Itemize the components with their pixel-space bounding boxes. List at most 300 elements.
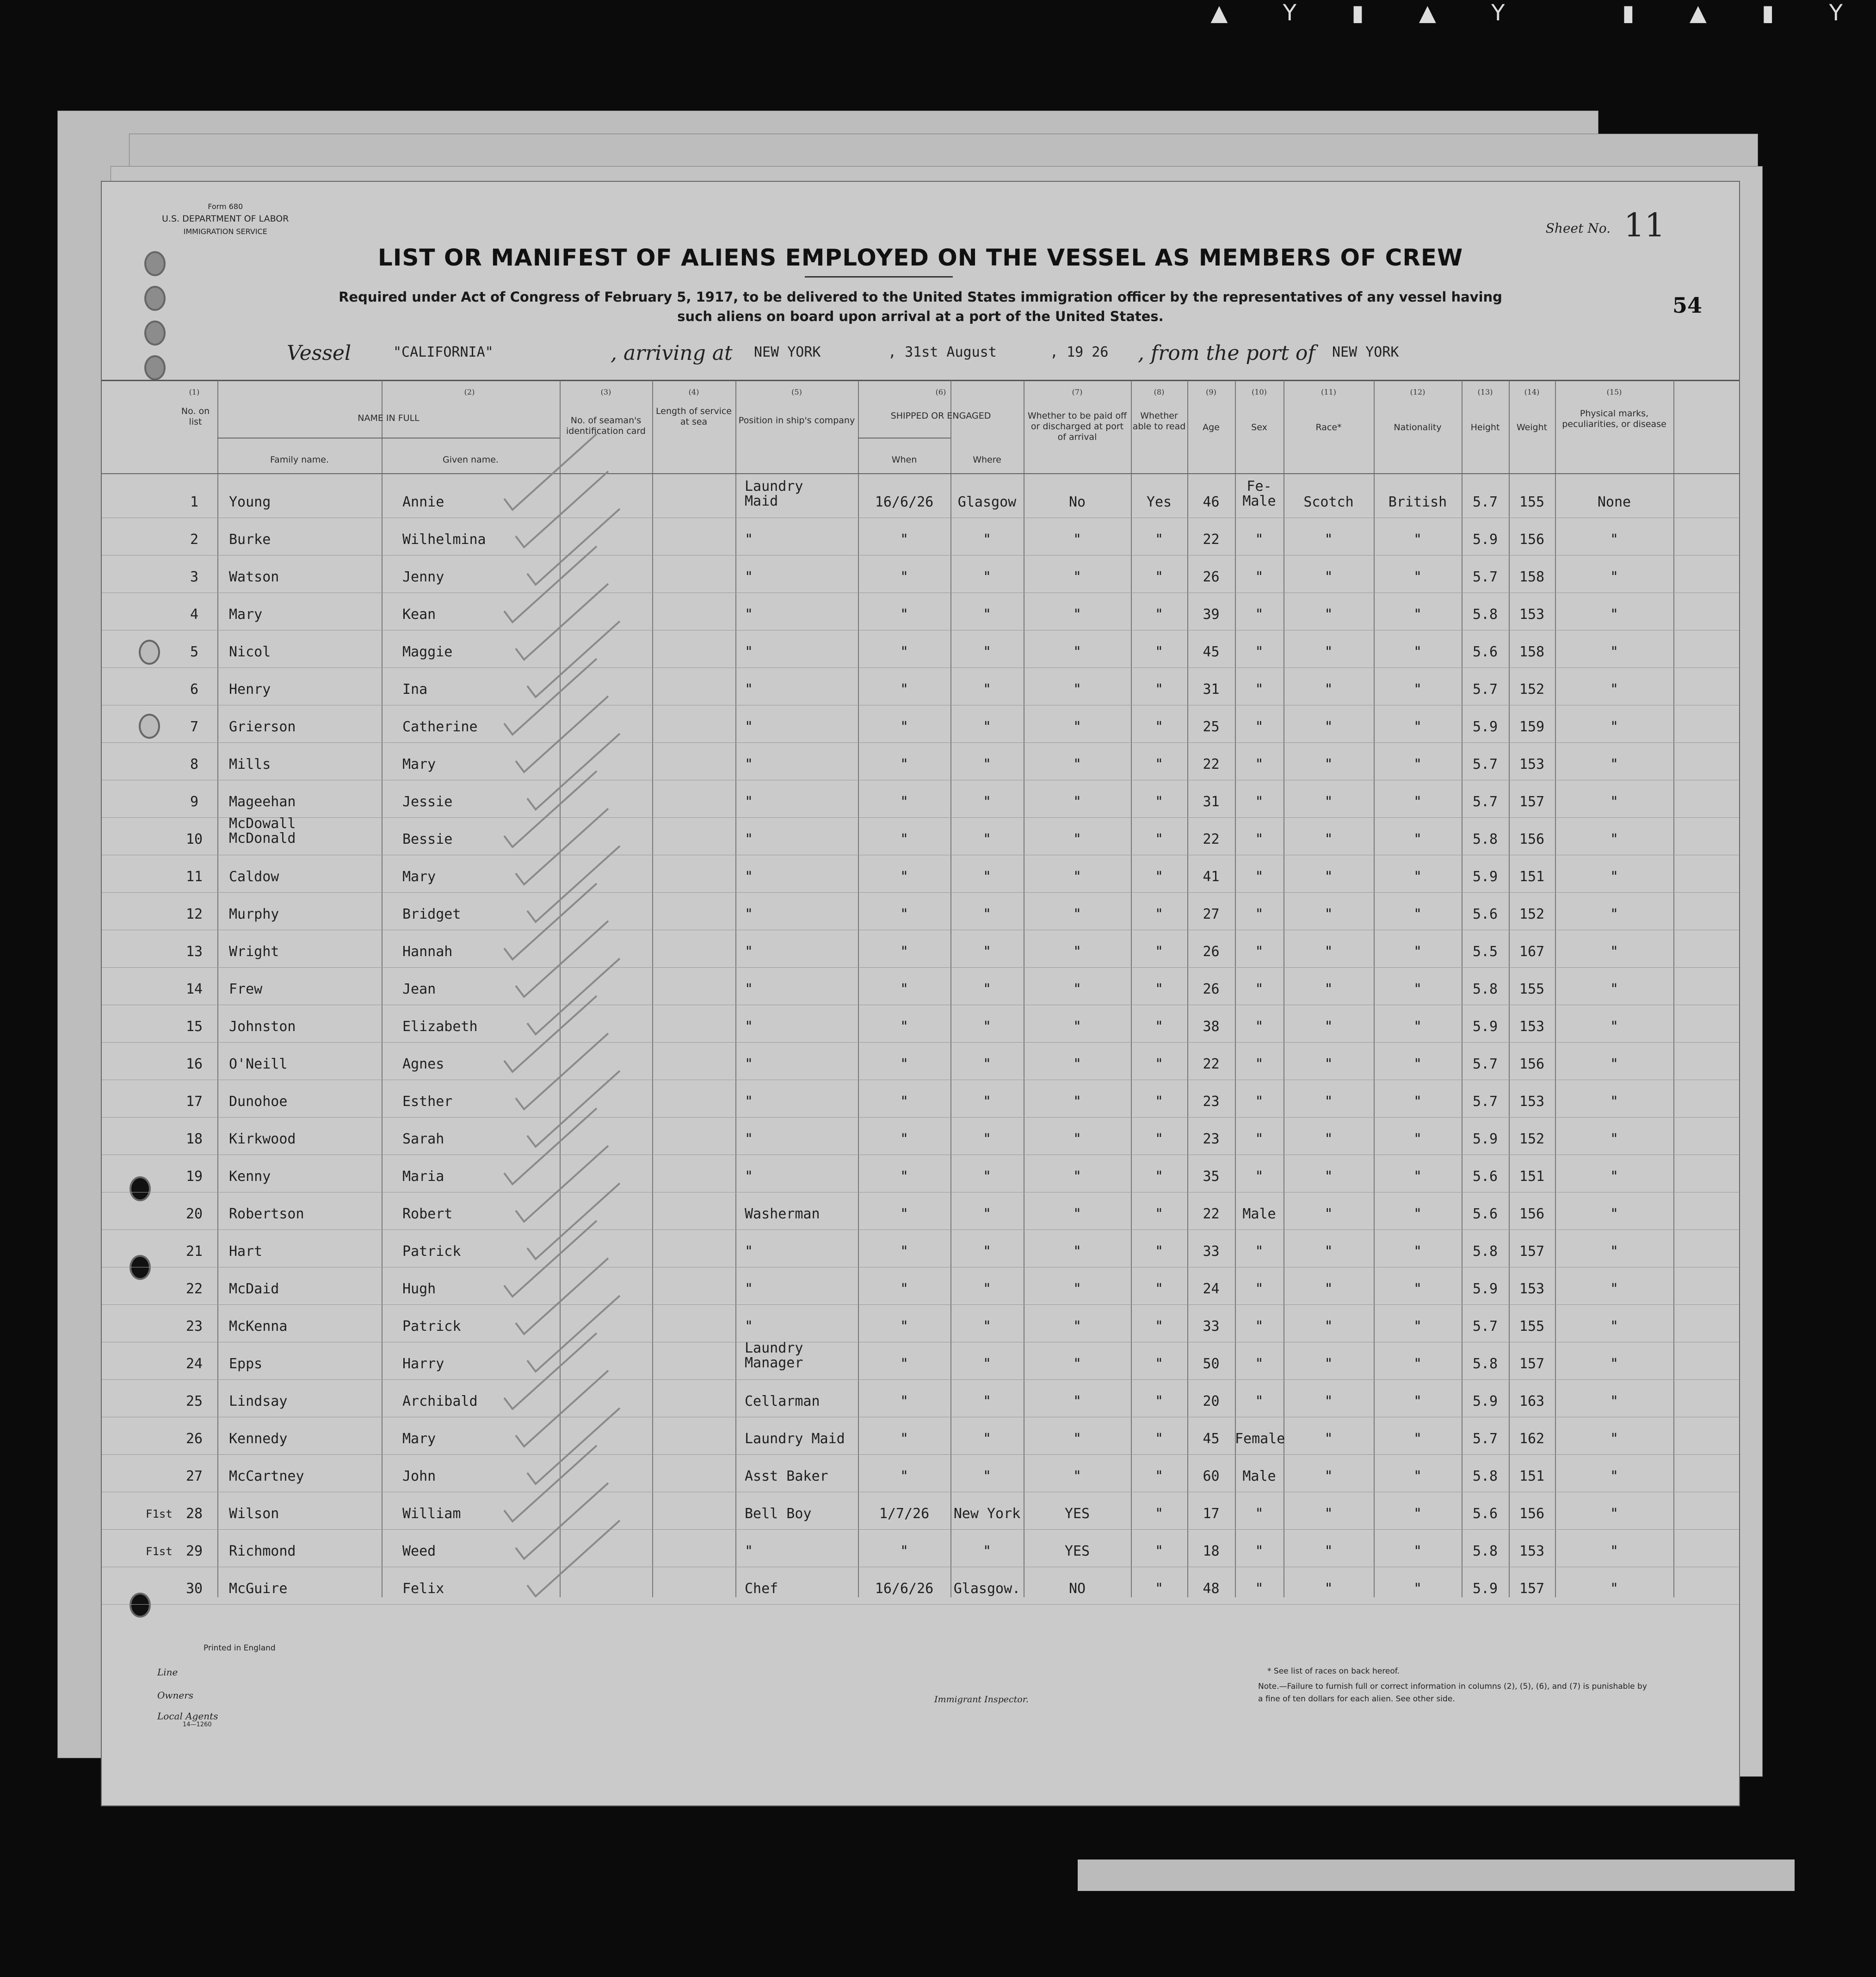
- row-number-cell: 1: [190, 494, 199, 510]
- row-number-cell: 20: [185, 1206, 203, 1222]
- nationality-cell: ": [1413, 1243, 1422, 1260]
- family-name-cell: Lindsay: [229, 1393, 288, 1409]
- weight-cell: 155: [1519, 494, 1545, 510]
- from-port: NEW YORK: [1332, 344, 1399, 360]
- height-cell: 5.7: [1472, 1318, 1498, 1334]
- height-cell: 5.7: [1472, 681, 1498, 698]
- nationality-cell: ": [1413, 644, 1422, 660]
- row-number-cell: 28: [185, 1506, 203, 1522]
- row-number-cell: 3: [190, 569, 199, 585]
- table-row: [102, 602, 1739, 639]
- race-cell: ": [1324, 794, 1333, 810]
- sex-cell: Fe- Male: [1242, 478, 1276, 509]
- able-to-read-cell: ": [1154, 531, 1164, 548]
- position-cell: ": [745, 1281, 753, 1297]
- race-cell: ": [1324, 1431, 1333, 1447]
- family-name-cell: McDaid: [229, 1281, 279, 1297]
- height-cell: 5.7: [1472, 569, 1498, 585]
- shipped-when-cell: ": [900, 756, 909, 772]
- able-to-read-cell: ": [1154, 1581, 1164, 1597]
- race-cell: ": [1324, 531, 1333, 548]
- row-number-cell: 17: [185, 1094, 203, 1110]
- row-number-cell: 15: [185, 1019, 203, 1035]
- weight-cell: 153: [1519, 1281, 1545, 1297]
- vessel-name: "CALIFORNIA": [393, 344, 494, 360]
- physical-marks-cell: ": [1610, 906, 1619, 922]
- weight-cell: 156: [1519, 831, 1545, 847]
- row-number-cell: 27: [185, 1468, 203, 1484]
- shipped-when-cell: ": [900, 644, 909, 660]
- page-subtitle: Required under Act of Congress of February 5, 1917, to be delivered to the United States immigration officer by the representatives of any vessel having such aliens on board upon arrival at a port of the United States.: [339, 289, 1502, 324]
- header-when: When: [891, 455, 917, 465]
- sex-cell: ": [1255, 1581, 1264, 1597]
- row-number-cell: 10: [185, 831, 203, 847]
- given-name-cell: Maria: [402, 1168, 444, 1185]
- sex-cell: ": [1255, 1318, 1264, 1334]
- page-title: LIST OR MANIFEST OF ALIENS EMPLOYED ON THE VESSEL AS MEMBERS OF CREW: [377, 244, 1463, 271]
- height-cell: 5.9: [1472, 1581, 1498, 1597]
- shipped-where-cell: ": [982, 831, 992, 847]
- family-name-cell: Epps: [229, 1356, 263, 1372]
- age-cell: 60: [1203, 1468, 1220, 1484]
- shipped-where-cell: ": [982, 906, 992, 922]
- age-cell: 17: [1203, 1506, 1220, 1522]
- shipped-when-cell: ": [900, 606, 909, 623]
- arrival-year: , 19 26: [1050, 344, 1109, 360]
- header-subrule: [858, 438, 950, 439]
- shipped-when-cell: ": [900, 1243, 909, 1260]
- given-name-cell: Esther: [402, 1094, 453, 1110]
- height-cell: 5.6: [1472, 1168, 1498, 1185]
- position-cell: ": [745, 756, 753, 772]
- race-cell: ": [1324, 1056, 1333, 1072]
- header-age: Age: [1203, 422, 1220, 432]
- able-to-read-cell: ": [1154, 681, 1164, 698]
- weight-cell: 152: [1519, 681, 1545, 698]
- position-cell: ": [745, 1094, 753, 1110]
- given-name-cell: Bridget: [402, 906, 461, 922]
- able-to-read-cell: ": [1154, 1019, 1164, 1035]
- paid-off-cell: ": [1073, 681, 1082, 698]
- owners-label: Owners: [157, 1690, 194, 1701]
- position-cell: Cellarman: [745, 1393, 820, 1409]
- given-name-cell: Mary: [402, 869, 436, 885]
- race-cell: ": [1324, 1581, 1333, 1597]
- first-trip-mark: F1st: [146, 1507, 173, 1520]
- race-cell: ": [1324, 681, 1333, 698]
- header-height: Height: [1470, 422, 1500, 432]
- paid-off-cell: ": [1073, 1318, 1082, 1334]
- paid-off-cell: No: [1068, 494, 1086, 510]
- table-row: [102, 939, 1739, 976]
- col-number: (8): [1154, 388, 1165, 396]
- weight-cell: 163: [1519, 1393, 1545, 1409]
- table-row: [102, 1089, 1739, 1126]
- family-name-cell: McDowall McDonald: [229, 816, 296, 846]
- family-name-cell: Young: [229, 494, 271, 510]
- shipped-where-cell: ": [982, 719, 992, 735]
- sex-cell: ": [1255, 644, 1264, 660]
- table-row: [102, 1314, 1739, 1351]
- given-name-cell: Patrick: [402, 1243, 461, 1260]
- age-cell: 22: [1203, 756, 1220, 772]
- age-cell: 26: [1203, 981, 1220, 997]
- race-cell: ": [1324, 869, 1333, 885]
- col-number: (2): [464, 388, 475, 396]
- race-cell: ": [1324, 1168, 1333, 1185]
- table-row: [102, 1426, 1739, 1463]
- shipped-when-cell: ": [900, 1356, 909, 1372]
- department: U.S. DEPARTMENT OF LABOR: [162, 214, 289, 224]
- paid-off-cell: ": [1073, 1356, 1082, 1372]
- race-cell: ": [1324, 906, 1333, 922]
- paid-off-cell: YES: [1064, 1506, 1090, 1522]
- shipped-where-cell: ": [982, 1243, 992, 1260]
- physical-marks-cell: ": [1610, 1506, 1619, 1522]
- table-row: [102, 1276, 1739, 1313]
- family-name-cell: Johnston: [229, 1019, 296, 1035]
- sheet-number: [1545, 203, 1665, 244]
- vessel-line: [102, 341, 1739, 369]
- age-cell: 31: [1203, 794, 1220, 810]
- shipped-when-cell: ": [900, 1543, 909, 1559]
- able-to-read-cell: ": [1154, 1356, 1164, 1372]
- given-name-cell: Mary: [402, 756, 436, 772]
- physical-marks-cell: ": [1610, 1243, 1619, 1260]
- physical-marks-cell: None: [1597, 494, 1631, 510]
- height-cell: 5.9: [1472, 1019, 1498, 1035]
- given-name-cell: Annie: [402, 494, 444, 510]
- shipped-where-cell: ": [982, 981, 992, 997]
- shipped-where-cell: ": [982, 794, 992, 810]
- sex-cell: ": [1255, 681, 1264, 698]
- physical-marks-cell: ": [1610, 606, 1619, 623]
- position-cell: ": [745, 944, 753, 960]
- age-cell: 23: [1203, 1131, 1220, 1147]
- shipped-when-cell: ": [900, 794, 909, 810]
- race-cell: ": [1324, 606, 1333, 623]
- shipped-when-cell: ": [900, 1019, 909, 1035]
- sex-cell: ": [1255, 1019, 1264, 1035]
- shipped-when-cell: ": [900, 1131, 909, 1147]
- shipped-where-cell: ": [982, 1168, 992, 1185]
- position-cell: ": [745, 569, 753, 585]
- row-rule: [102, 555, 1739, 556]
- age-cell: 22: [1203, 831, 1220, 847]
- age-cell: 38: [1203, 1019, 1220, 1035]
- sex-cell: ": [1255, 794, 1264, 810]
- family-name-cell: Hart: [229, 1243, 263, 1260]
- position-cell: ": [745, 1019, 753, 1035]
- given-name-cell: Agnes: [402, 1056, 444, 1072]
- physical-marks-cell: ": [1610, 1543, 1619, 1559]
- given-name-cell: Jean: [402, 981, 436, 997]
- weight-cell: 155: [1519, 1318, 1545, 1334]
- family-name-cell: McCartney: [229, 1468, 304, 1484]
- sex-cell: ": [1255, 1056, 1264, 1072]
- row-number-cell: 22: [185, 1281, 203, 1297]
- race-cell: ": [1324, 1281, 1333, 1297]
- position-cell: Washerman: [745, 1206, 820, 1222]
- physical-marks-cell: ": [1610, 1019, 1619, 1035]
- able-to-read-cell: ": [1154, 644, 1164, 660]
- race-cell: ": [1324, 981, 1333, 997]
- paid-off-cell: ": [1073, 944, 1082, 960]
- height-cell: 5.7: [1472, 1056, 1498, 1072]
- weight-cell: 152: [1519, 906, 1545, 922]
- paid-off-cell: ": [1073, 1168, 1082, 1185]
- height-cell: 5.6: [1472, 644, 1498, 660]
- row-rule: [102, 1529, 1739, 1530]
- header-no-on-list: No. on list: [181, 406, 210, 427]
- form-code: 14—1260: [183, 1721, 212, 1728]
- height-cell: 5.5: [1472, 944, 1498, 960]
- shipped-where-cell: ": [982, 1056, 992, 1072]
- paid-off-cell: ": [1073, 1206, 1082, 1222]
- row-rule: [102, 892, 1739, 893]
- row-number-cell: 24: [185, 1356, 203, 1372]
- able-to-read-cell: ": [1154, 906, 1164, 922]
- nationality-cell: ": [1413, 569, 1422, 585]
- paid-off-cell: ": [1073, 1468, 1082, 1484]
- col-number: (4): [688, 388, 699, 396]
- age-cell: 22: [1203, 531, 1220, 548]
- table-row: [102, 639, 1739, 676]
- shipped-where-cell: ": [982, 944, 992, 960]
- weight-cell: 158: [1519, 569, 1545, 585]
- given-name-cell: Felix: [402, 1581, 444, 1597]
- form-header: [162, 200, 289, 238]
- paid-off-cell: ": [1073, 1094, 1082, 1110]
- able-to-read-cell: ": [1154, 1318, 1164, 1334]
- sex-cell: ": [1255, 906, 1264, 922]
- paid-off-cell: ": [1073, 981, 1082, 997]
- shipped-where-cell: ": [982, 1094, 992, 1110]
- race-cell: ": [1324, 1393, 1333, 1409]
- weight-cell: 159: [1519, 719, 1545, 735]
- position-cell: Asst Baker: [745, 1468, 828, 1484]
- race-cell: ": [1324, 1356, 1333, 1372]
- header-given-name: Given name.: [443, 455, 499, 465]
- sex-cell: ": [1255, 944, 1264, 960]
- physical-marks-cell: ": [1610, 1318, 1619, 1334]
- weight-cell: 151: [1519, 1468, 1545, 1484]
- nationality-cell: British: [1388, 494, 1447, 510]
- physical-marks-cell: ": [1610, 531, 1619, 548]
- height-cell: 5.8: [1472, 1543, 1498, 1559]
- height-cell: 5.7: [1472, 494, 1498, 510]
- arriving-port: NEW YORK: [754, 344, 821, 360]
- form-number: Form 680: [208, 202, 243, 211]
- height-cell: 5.7: [1472, 1094, 1498, 1110]
- shipped-when-cell: ": [900, 981, 909, 997]
- row-number-cell: 9: [190, 794, 199, 810]
- shipped-where-cell: ": [982, 1543, 992, 1559]
- able-to-read-cell: ": [1154, 606, 1164, 623]
- header-family-name: Family name.: [270, 455, 329, 465]
- table-row: [102, 976, 1739, 1013]
- age-cell: 41: [1203, 869, 1220, 885]
- shipped-where-cell: ": [982, 1131, 992, 1147]
- punch-hole: [144, 286, 166, 311]
- paid-off-cell: ": [1073, 1019, 1082, 1035]
- col-number: (5): [791, 388, 802, 396]
- header-shipped: SHIPPED OR ENGAGED: [890, 411, 991, 421]
- row-number-cell: 19: [185, 1168, 203, 1185]
- age-cell: 24: [1203, 1281, 1220, 1297]
- given-name-cell: Harry: [402, 1356, 444, 1372]
- shipped-where-cell: ": [982, 1281, 992, 1297]
- paid-off-cell: ": [1073, 1243, 1082, 1260]
- family-name-cell: Wilson: [229, 1506, 279, 1522]
- line-label: Line: [157, 1667, 178, 1678]
- shipped-when-cell: ": [900, 531, 909, 548]
- position-cell: ": [745, 831, 753, 847]
- sex-cell: Male: [1242, 1206, 1276, 1222]
- position-cell: ": [745, 906, 753, 922]
- sex-cell: ": [1255, 1393, 1264, 1409]
- weight-cell: 152: [1519, 1131, 1545, 1147]
- height-cell: 5.8: [1472, 1468, 1498, 1484]
- height-cell: 5.8: [1472, 1243, 1498, 1260]
- height-cell: 5.8: [1472, 981, 1498, 997]
- paid-off-cell: ": [1073, 719, 1082, 735]
- age-cell: 39: [1203, 606, 1220, 623]
- position-cell: ": [745, 1318, 753, 1334]
- row-number-cell: 25: [185, 1393, 203, 1409]
- shipped-when-cell: ": [900, 944, 909, 960]
- given-name-cell: Jenny: [402, 569, 444, 585]
- weight-cell: 151: [1519, 1168, 1545, 1185]
- height-cell: 5.9: [1472, 531, 1498, 548]
- physical-marks-cell: ": [1610, 1581, 1619, 1597]
- paid-off-cell: ": [1073, 1431, 1082, 1447]
- sex-cell: ": [1255, 531, 1264, 548]
- physical-marks-cell: ": [1610, 981, 1619, 997]
- nationality-cell: ": [1413, 1056, 1422, 1072]
- given-name-cell: Ina: [402, 681, 428, 698]
- from-label: , from the port of: [1138, 341, 1315, 365]
- table-row: [102, 1576, 1739, 1613]
- shipped-when-cell: ": [900, 719, 909, 735]
- able-to-read-cell: ": [1154, 1506, 1164, 1522]
- physical-marks-cell: ": [1610, 1206, 1619, 1222]
- row-number-cell: 11: [185, 869, 203, 885]
- weight-cell: 153: [1519, 1094, 1545, 1110]
- manifest-page: [102, 182, 1739, 1805]
- family-name-cell: McGuire: [229, 1581, 288, 1597]
- race-cell: ": [1324, 831, 1333, 847]
- shipped-where-cell: ": [982, 531, 992, 548]
- family-name-cell: Mills: [229, 756, 271, 772]
- position-cell: ": [745, 681, 753, 698]
- family-name-cell: Watson: [229, 569, 279, 585]
- weight-cell: 153: [1519, 1019, 1545, 1035]
- able-to-read-cell: ": [1154, 1094, 1164, 1110]
- position-cell: ": [745, 1543, 753, 1559]
- paid-off-cell: ": [1073, 1281, 1082, 1297]
- family-name-cell: Wright: [229, 944, 279, 960]
- first-trip-mark: F1st: [146, 1545, 173, 1558]
- age-cell: 20: [1203, 1393, 1220, 1409]
- race-cell: ": [1324, 756, 1333, 772]
- race-cell: ": [1324, 569, 1333, 585]
- row-number-cell: 7: [190, 719, 199, 735]
- inspector-label: Immigrant Inspector.: [934, 1694, 1029, 1705]
- given-name-cell: Jessie: [402, 794, 453, 810]
- col-number: (15): [1606, 388, 1622, 396]
- family-name-cell: Mary: [229, 606, 263, 623]
- row-number-cell: 8: [190, 756, 199, 772]
- weight-cell: 157: [1519, 1581, 1545, 1597]
- able-to-read-cell: ": [1154, 719, 1164, 735]
- position-cell: ": [745, 1168, 753, 1185]
- shipped-where-cell: ": [982, 606, 992, 623]
- row-number-cell: 23: [185, 1318, 203, 1334]
- shipped-when-cell: ": [900, 569, 909, 585]
- height-cell: 5.6: [1472, 1206, 1498, 1222]
- physical-marks-cell: ": [1610, 719, 1619, 735]
- race-cell: ": [1324, 1094, 1333, 1110]
- given-name-cell: Hannah: [402, 944, 453, 960]
- nationality-cell: ": [1413, 1543, 1422, 1559]
- row-number-cell: 29: [185, 1543, 203, 1559]
- physical-marks-cell: ": [1610, 756, 1619, 772]
- table-row: [102, 1164, 1739, 1201]
- row-rule: [102, 667, 1739, 668]
- table-row: [102, 564, 1739, 601]
- physical-marks-cell: ": [1610, 869, 1619, 885]
- position-cell: ": [745, 606, 753, 623]
- given-name-cell: William: [402, 1506, 461, 1522]
- nationality-cell: ": [1413, 1281, 1422, 1297]
- sex-cell: ": [1255, 1356, 1264, 1372]
- paid-off-cell: YES: [1064, 1543, 1090, 1559]
- family-name-cell: Kenny: [229, 1168, 271, 1185]
- able-to-read-cell: ": [1154, 1431, 1164, 1447]
- sheet-label: Sheet No.: [1545, 221, 1611, 236]
- age-cell: 35: [1203, 1168, 1220, 1185]
- arrival-date: , 31st August: [888, 344, 997, 360]
- able-to-read-cell: ": [1154, 1468, 1164, 1484]
- manifest-table: [102, 381, 1739, 1597]
- able-to-read-cell: ": [1154, 981, 1164, 997]
- family-name-cell: Kennedy: [229, 1431, 288, 1447]
- height-cell: 5.9: [1472, 719, 1498, 735]
- sex-cell: ": [1255, 1506, 1264, 1522]
- nationality-cell: ": [1413, 719, 1422, 735]
- paid-off-cell: ": [1073, 1393, 1082, 1409]
- shipped-when-cell: ": [900, 869, 909, 885]
- row-number-cell: 4: [190, 606, 199, 623]
- table-row: [102, 1201, 1739, 1238]
- physical-marks-cell: ": [1610, 1281, 1619, 1297]
- physical-marks-cell: ": [1610, 1356, 1619, 1372]
- table-row: [102, 1538, 1739, 1575]
- nationality-cell: ": [1413, 681, 1422, 698]
- header-where: Where: [973, 455, 1001, 465]
- sex-cell: ": [1255, 1243, 1264, 1260]
- header-physical-marks: Physical marks, peculiarities, or disease: [1562, 408, 1666, 429]
- table-row: [102, 816, 1739, 864]
- table-row: [102, 1389, 1739, 1426]
- position-cell: Laundry Manager: [745, 1340, 803, 1371]
- sex-cell: ": [1255, 1094, 1264, 1110]
- paid-off-cell: ": [1073, 794, 1082, 810]
- age-cell: 33: [1203, 1318, 1220, 1334]
- physical-marks-cell: ": [1610, 569, 1619, 585]
- family-name-cell: Mageehan: [229, 794, 296, 810]
